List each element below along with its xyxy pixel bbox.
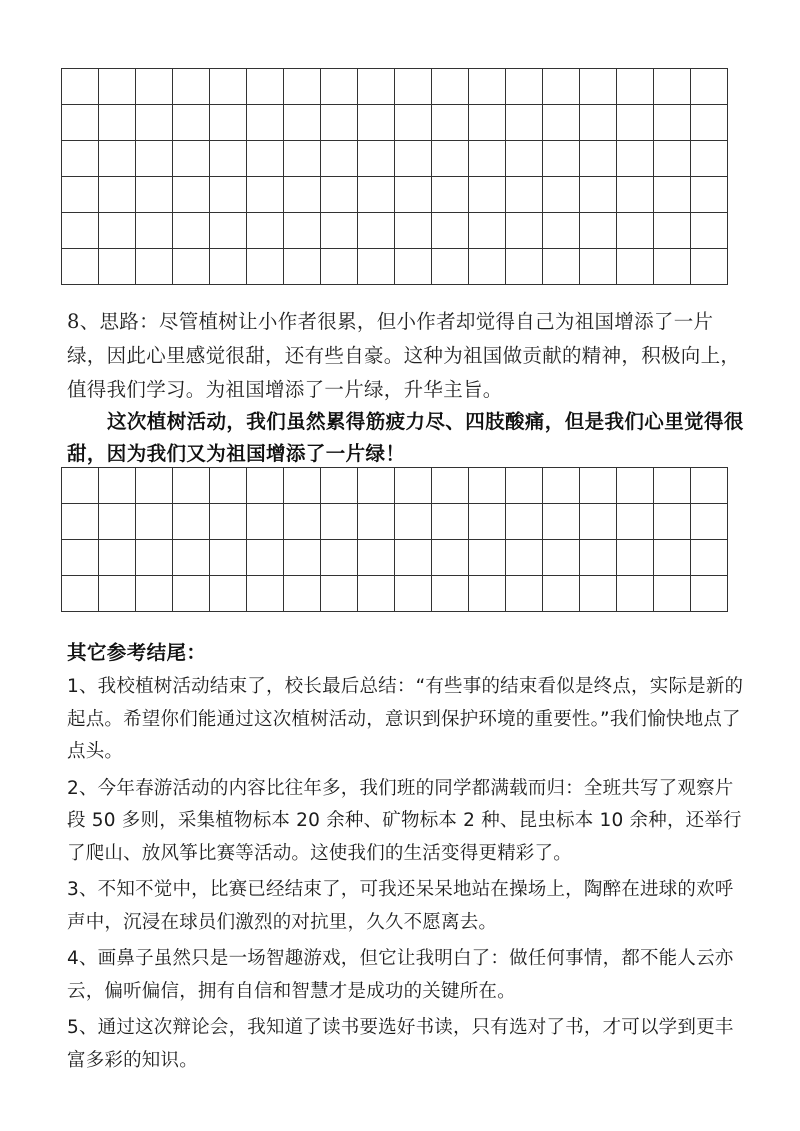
grid-cell	[210, 249, 247, 285]
grid-cell	[654, 213, 691, 249]
grid-cell	[617, 576, 654, 612]
grid-cell	[469, 177, 506, 213]
grid-cell	[580, 213, 617, 249]
grid-cell	[691, 141, 728, 177]
grid-cell	[173, 69, 210, 105]
grid-cell	[543, 468, 580, 504]
grid-cell	[395, 177, 432, 213]
grid-cell	[617, 213, 654, 249]
grid-cell	[543, 177, 580, 213]
grid-cell	[395, 504, 432, 540]
grid-cell	[617, 249, 654, 285]
grid-cell	[247, 576, 284, 612]
model-sentence-paragraph	[67, 406, 747, 470]
grid-cell	[506, 105, 543, 141]
grid-cell	[506, 213, 543, 249]
grid-cell	[654, 177, 691, 213]
grid-cell	[247, 141, 284, 177]
grid-cell	[284, 540, 321, 576]
grid-cell	[432, 249, 469, 285]
grid-cell	[136, 141, 173, 177]
grid-cell	[654, 468, 691, 504]
grid-cell	[62, 249, 99, 285]
grid-row	[62, 105, 728, 141]
grid-cell	[543, 504, 580, 540]
grid-cell	[432, 540, 469, 576]
grid-cell	[358, 540, 395, 576]
grid-cell	[173, 249, 210, 285]
other-endings-heading: 其它参考结尾：	[67, 641, 207, 664]
grid-cell	[62, 105, 99, 141]
grid-cell	[99, 141, 136, 177]
grid-cell	[210, 141, 247, 177]
grid-cell	[321, 540, 358, 576]
grid-cell	[62, 540, 99, 576]
grid-cell	[395, 69, 432, 105]
grid-cell	[62, 468, 99, 504]
grid-cell	[284, 249, 321, 285]
grid-row	[62, 69, 728, 105]
grid-cell	[136, 69, 173, 105]
grid-cell	[358, 213, 395, 249]
grid-cell	[173, 105, 210, 141]
grid-cell	[210, 213, 247, 249]
grid-row	[62, 576, 728, 612]
grid-cell	[210, 177, 247, 213]
grid-cell	[99, 540, 136, 576]
grid-cell	[469, 540, 506, 576]
grid-cell	[543, 141, 580, 177]
ending-item-2: 2、今年春游活动的内容比往年多，我们班的同学都满载而归：全班共写了观察片段 50 多则，采集植物标本 20 余种、矿物标本 2 种、昆虫标本 10 余种，还举行了爬山、放风筝比赛等活动。这使我们的生活变得更精彩了。	[67, 777, 742, 864]
grid-cell	[247, 504, 284, 540]
grid-cell	[469, 576, 506, 612]
grid-cell	[136, 468, 173, 504]
grid-cell	[543, 540, 580, 576]
grid-cell	[136, 177, 173, 213]
grid-cell	[284, 213, 321, 249]
grid-cell	[99, 105, 136, 141]
grid-cell	[173, 576, 210, 612]
grid-cell	[469, 504, 506, 540]
grid-cell	[99, 177, 136, 213]
grid-cell	[691, 177, 728, 213]
grid-cell	[247, 249, 284, 285]
grid-cell	[580, 69, 617, 105]
grid-cell	[506, 504, 543, 540]
grid-cell	[543, 105, 580, 141]
grid-cell	[321, 105, 358, 141]
grid-cell	[654, 105, 691, 141]
grid-cell	[210, 576, 247, 612]
grid-cell	[358, 249, 395, 285]
grid-cell	[136, 213, 173, 249]
grid-cell	[432, 177, 469, 213]
grid-cell	[432, 141, 469, 177]
grid-cell	[62, 69, 99, 105]
grid-cell	[173, 540, 210, 576]
grid-cell	[62, 141, 99, 177]
grid-cell	[506, 141, 543, 177]
grid-cell	[506, 468, 543, 504]
grid-row	[62, 249, 728, 285]
grid-cell	[358, 576, 395, 612]
grid-cell	[580, 540, 617, 576]
grid-cell	[617, 141, 654, 177]
grid-cell	[654, 540, 691, 576]
grid-cell	[580, 249, 617, 285]
grid-cell	[617, 69, 654, 105]
grid-row	[62, 540, 728, 576]
grid-cell	[173, 213, 210, 249]
grid-row	[62, 504, 728, 540]
grid-cell	[136, 504, 173, 540]
ending-item-5: 5、通过这次辩论会，我知道了读书要选好书读，只有选对了书，才可以学到更丰富多彩的知识。	[67, 1017, 734, 1071]
grid-cell	[617, 105, 654, 141]
model-sentence: 这次植树活动，我们虽然累得筋疲力尽、四肢酸痛，但是我们心里觉得很甜，因为我们又为祖国增添了一片绿！	[67, 410, 744, 465]
grid-cell	[580, 177, 617, 213]
grid-cell	[284, 105, 321, 141]
grid-cell	[284, 468, 321, 504]
grid-cell	[691, 576, 728, 612]
grid-row	[62, 141, 728, 177]
grid-cell	[469, 468, 506, 504]
grid-cell	[247, 468, 284, 504]
grid-cell	[210, 504, 247, 540]
grid-cell	[543, 576, 580, 612]
grid-cell	[580, 504, 617, 540]
grid-cell	[99, 213, 136, 249]
grid-cell	[173, 468, 210, 504]
grid-cell	[617, 504, 654, 540]
grid-cell	[247, 213, 284, 249]
grid-cell	[321, 249, 358, 285]
grid-cell	[284, 177, 321, 213]
grid-cell	[691, 69, 728, 105]
grid-cell	[654, 576, 691, 612]
grid-cell	[469, 213, 506, 249]
grid-cell	[321, 504, 358, 540]
grid-cell	[358, 105, 395, 141]
writing-grid-bottom	[61, 467, 728, 612]
grid-cell	[506, 576, 543, 612]
grid-cell	[358, 468, 395, 504]
thought-paragraph	[67, 305, 747, 407]
grid-cell	[469, 69, 506, 105]
grid-cell	[321, 213, 358, 249]
grid-cell	[580, 576, 617, 612]
grid-cell	[321, 576, 358, 612]
grid-cell	[99, 249, 136, 285]
grid-cell	[284, 504, 321, 540]
grid-cell	[617, 540, 654, 576]
grid-cell	[691, 468, 728, 504]
grid-cell	[210, 69, 247, 105]
grid-cell	[136, 540, 173, 576]
grid-cell	[469, 141, 506, 177]
grid-cell	[395, 468, 432, 504]
grid-cell	[617, 177, 654, 213]
grid-cell	[691, 540, 728, 576]
ending-item-4: 4、画鼻子虽然只是一场智趣游戏，但它让我明白了：做任何事情，都不能人云亦云，偏听偏信，拥有自信和智慧才是成功的关键所在。	[67, 948, 734, 1002]
grid-cell	[543, 213, 580, 249]
grid-cell	[62, 576, 99, 612]
grid-cell	[247, 105, 284, 141]
grid-cell	[506, 69, 543, 105]
grid-cell	[432, 576, 469, 612]
grid-cell	[284, 69, 321, 105]
grid-cell	[358, 69, 395, 105]
grid-cell	[617, 468, 654, 504]
thought-text: 8、思路：尽管植树让小作者很累，但小作者却觉得自己为祖国增添了一片绿，因此心里感觉很甜，还有些自豪。这种为祖国做贡献的精神，积极向上，值得我们学习。为祖国增添了一片绿，升华主旨。	[67, 310, 741, 401]
grid-cell	[506, 177, 543, 213]
grid-cell	[210, 105, 247, 141]
grid-cell	[284, 141, 321, 177]
grid-cell	[543, 69, 580, 105]
grid-cell	[691, 249, 728, 285]
grid-cell	[580, 105, 617, 141]
grid-cell	[691, 213, 728, 249]
grid-cell	[210, 468, 247, 504]
grid-cell	[580, 468, 617, 504]
grid-cell	[99, 576, 136, 612]
grid-cell	[432, 468, 469, 504]
grid-cell	[321, 69, 358, 105]
grid-cell	[358, 504, 395, 540]
grid-cell	[321, 177, 358, 213]
grid-cell	[210, 540, 247, 576]
grid-row	[62, 177, 728, 213]
grid-cell	[432, 504, 469, 540]
grid-cell	[284, 576, 321, 612]
grid-cell	[395, 249, 432, 285]
grid-cell	[654, 504, 691, 540]
grid-cell	[395, 540, 432, 576]
ending-item-3: 3、不知不觉中，比赛已经结束了，可我还呆呆地站在操场上，陶醉在进球的欢呼声中，沉浸在球员们激烈的对抗里，久久不愿离去。	[67, 879, 734, 933]
grid-cell	[395, 576, 432, 612]
grid-cell	[432, 213, 469, 249]
grid-cell	[358, 177, 395, 213]
grid-cell	[173, 177, 210, 213]
grid-cell	[136, 249, 173, 285]
grid-row	[62, 468, 728, 504]
grid-cell	[506, 249, 543, 285]
grid-cell	[691, 504, 728, 540]
grid-cell	[654, 69, 691, 105]
grid-cell	[691, 105, 728, 141]
grid-row	[62, 213, 728, 249]
grid-cell	[432, 105, 469, 141]
grid-cell	[469, 249, 506, 285]
grid-cell	[321, 468, 358, 504]
grid-cell	[654, 141, 691, 177]
grid-cell	[358, 141, 395, 177]
grid-cell	[136, 105, 173, 141]
grid-cell	[543, 249, 580, 285]
grid-cell	[99, 468, 136, 504]
grid-cell	[247, 540, 284, 576]
grid-cell	[62, 177, 99, 213]
writing-grid-top	[61, 68, 728, 285]
grid-cell	[173, 141, 210, 177]
grid-cell	[395, 141, 432, 177]
other-endings-section	[67, 637, 747, 1081]
grid-cell	[62, 213, 99, 249]
grid-cell	[173, 504, 210, 540]
grid-cell	[506, 540, 543, 576]
grid-cell	[247, 177, 284, 213]
grid-cell	[654, 249, 691, 285]
grid-cell	[62, 504, 99, 540]
grid-cell	[247, 69, 284, 105]
grid-cell	[99, 504, 136, 540]
grid-cell	[321, 141, 358, 177]
grid-cell	[99, 69, 136, 105]
ending-item-1: 1、我校植树活动结束了，校长最后总结：“有些事的结束看似是终点，实际是新的起点。希望你们能通过这次植树活动，意识到保护环境的重要性。”我们愉快地点了点头。	[67, 676, 744, 762]
grid-cell	[580, 141, 617, 177]
grid-cell	[136, 576, 173, 612]
grid-cell	[469, 105, 506, 141]
grid-cell	[395, 213, 432, 249]
grid-cell	[432, 69, 469, 105]
grid-cell	[395, 105, 432, 141]
